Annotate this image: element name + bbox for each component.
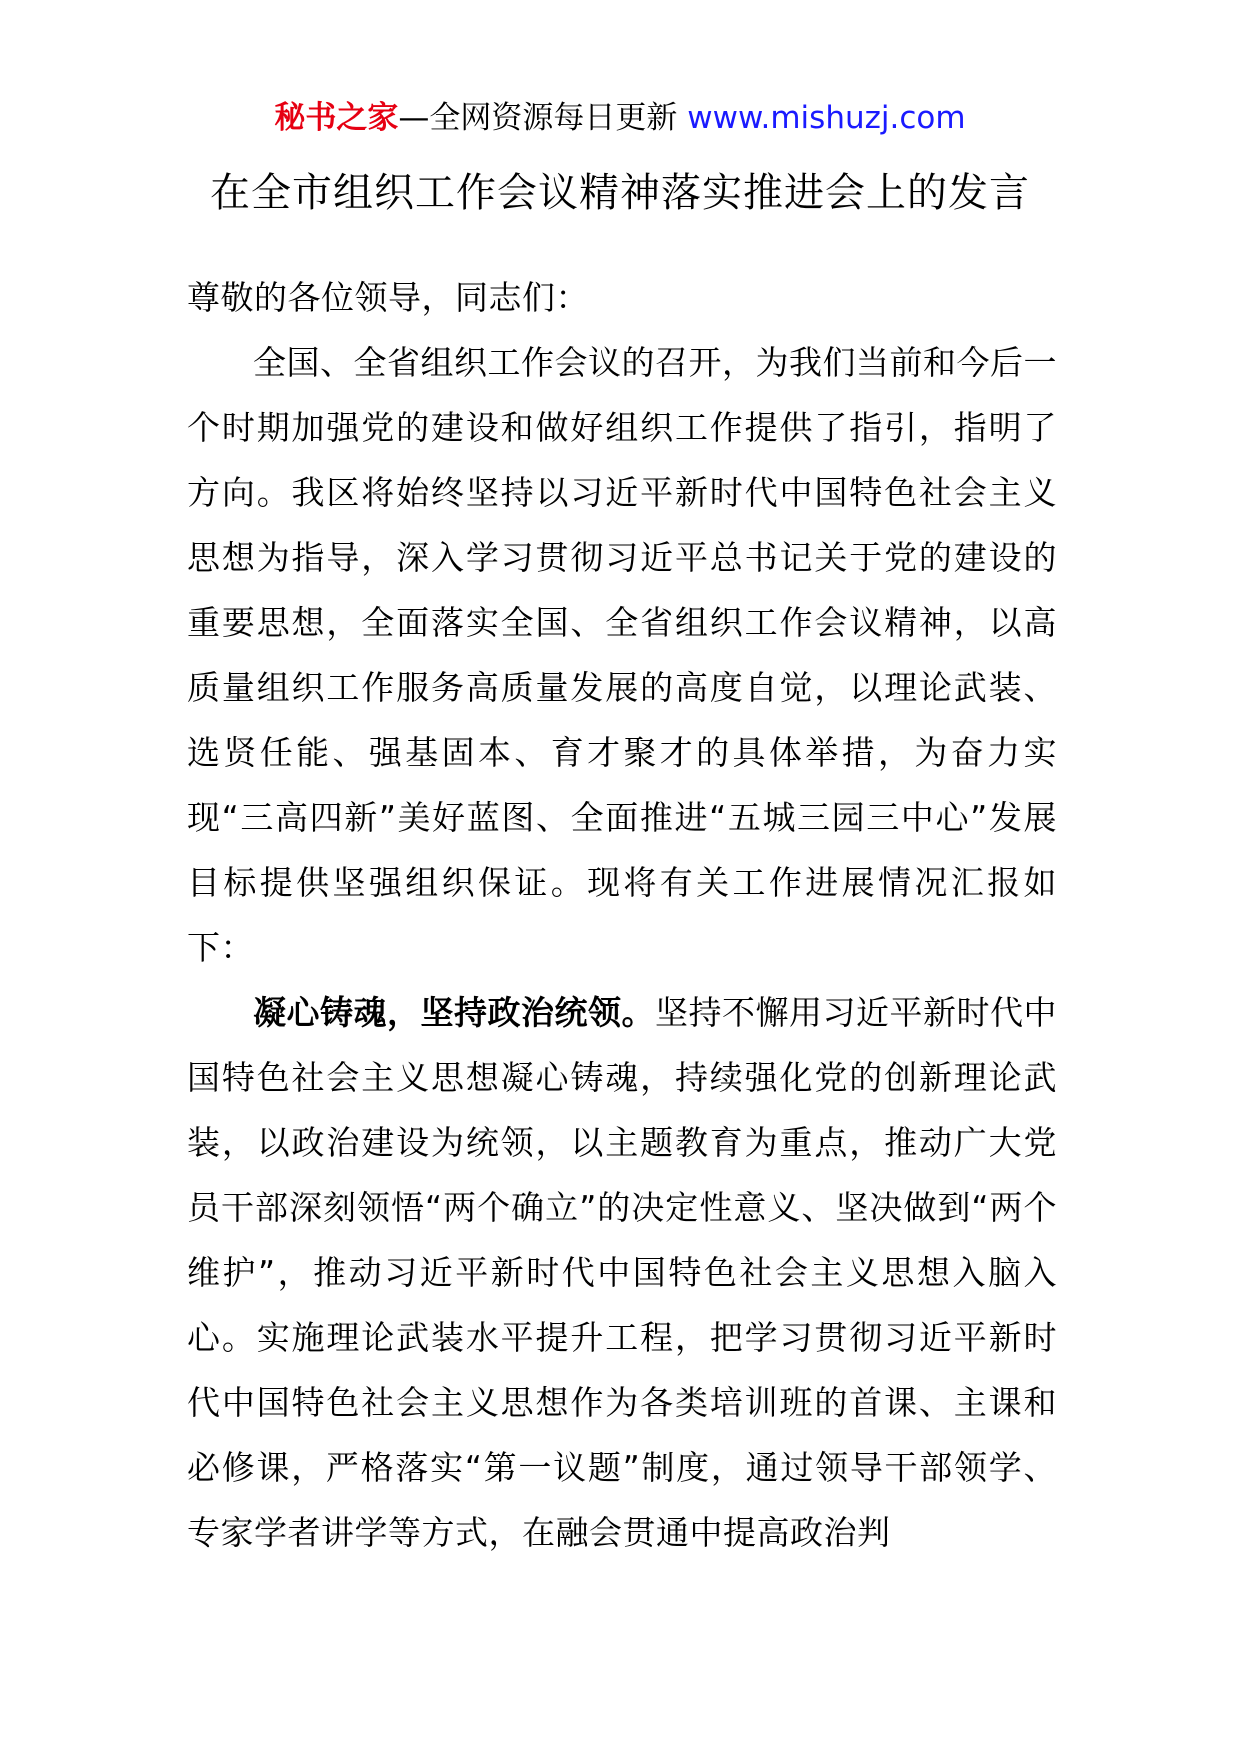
paragraph-lead: 凝心铸魂，坚持政治统领。 [253,993,655,1032]
document-body [187,265,1057,1565]
document-title: 在全市组织工作会议精神落实推进会上的发言 [210,170,1030,216]
site-tagline: —全网资源每日更新 [398,100,688,136]
paragraph-body: 坚持不懈用习近平新时代中国特色社会主义思想凝心铸魂，持续强化党的创新理论武装，以政治建设为统领，以主题教育为重点，推动广大党员干部深刻领悟“两个确立”的决定性意义、坚决做到“两个维护”，推动习近平新时代中国特色社会主义思想入脑入心。实施理论武装水平提升工程，把学习贯彻习近平新时代中国特色社会主义思想作为各类培训班的首课、主课和必修课，严格落实“第一议题”制度，通过领导干部领学、专家学者讲学等方式，在融会贯通中提高政治判 [187,993,1057,1552]
paragraph-intro: 全国、全省组织工作会议的召开，为我们当前和今后一个时期加强党的建设和做好组织工作提供了指引，指明了方向。我区将始终坚持以习近平新时代中国特色社会主义思想为指导，深入学习贯彻习近平总书记关于党的建设的重要思想，全面落实全国、全省组织工作会议精神，以高质量组织工作服务高质量发展的高度自觉，以理论武装、选贤任能、强基固本、育才聚才的具体举措，为奋力实现“三高四新”美好蓝图、全面推进“五城三园三中心”发展目标提供坚强组织保证。现将有关工作进展情况汇报如下： [187,343,1057,967]
site-url-link[interactable]: www.mishuzj.com [687,100,966,136]
site-brand: 秘书之家 [274,100,399,136]
salutation: 尊敬的各位领导，同志们： [187,278,589,317]
site-header [0,98,1240,138]
paragraph-political-leadership [187,980,1057,1565]
